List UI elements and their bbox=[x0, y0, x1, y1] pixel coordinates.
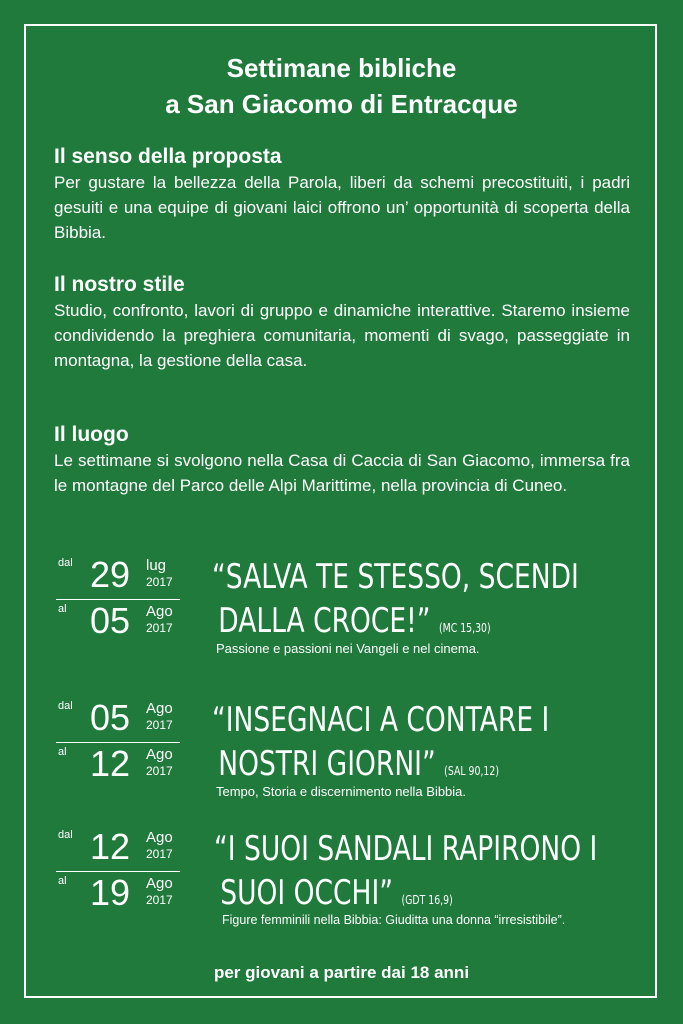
date-to bbox=[56, 601, 180, 645]
section-proposal bbox=[54, 144, 630, 245]
date-year: 2017 bbox=[146, 764, 173, 778]
section-style bbox=[54, 272, 630, 373]
title-line-2: a San Giacomo di Entracque bbox=[165, 89, 518, 119]
section-text: Studio, confronto, lavori di gruppo e dinamiche interattive. Staremo insieme condividendo la preghiera comunitaria, momenti di svago, passeggiate in montagna, la gestione della casa. bbox=[54, 301, 630, 370]
footer-note: per giovani a partire dai 18 anni bbox=[213, 963, 470, 982]
quote-line-1: “INSEGNACI A CONTARE I bbox=[212, 700, 550, 740]
quote-text: DALLA CROCE!” bbox=[218, 601, 431, 641]
date-month: Ago bbox=[146, 746, 173, 763]
event-week-3 bbox=[0, 827, 683, 947]
event-week-2 bbox=[0, 698, 683, 818]
date-to bbox=[56, 873, 180, 917]
date-year: 2017 bbox=[146, 847, 173, 861]
event-quote bbox=[214, 827, 598, 922]
event-week-1 bbox=[0, 555, 683, 675]
quote-reference: (GDT 16,9) bbox=[401, 893, 453, 907]
section-heading: Il luogo bbox=[54, 423, 129, 446]
event-subtitle: Figure femminili nella Bibbia: Giuditta una donna “irresistibile”. bbox=[222, 913, 566, 927]
event-subtitle: Tempo, Storia e discernimento nella Bibbia. bbox=[216, 784, 467, 799]
date-month: Ago bbox=[146, 829, 173, 846]
quote-line-1: “SALVA TE STESSO, SCENDI bbox=[212, 557, 579, 597]
section-place bbox=[54, 422, 630, 498]
quote-text: NOSTRI GIORNI” bbox=[218, 744, 436, 784]
date-day: 12 bbox=[90, 826, 131, 867]
quote-text: SUOI OCCHI” bbox=[220, 873, 394, 913]
date-label: dal bbox=[58, 829, 73, 841]
section-heading: Il nostro stile bbox=[54, 273, 185, 296]
date-month: Ago bbox=[146, 603, 173, 620]
section-heading: Il senso della proposta bbox=[54, 145, 282, 168]
event-quote bbox=[212, 698, 563, 793]
title-line-1: Settimane bibliche bbox=[226, 53, 457, 83]
date-day: 29 bbox=[90, 554, 131, 595]
date-day: 05 bbox=[90, 697, 131, 738]
date-month: Ago bbox=[146, 875, 173, 892]
date-day: 19 bbox=[90, 872, 131, 913]
date-label: dal bbox=[58, 700, 73, 712]
date-from bbox=[56, 698, 180, 743]
quote-reference: (MC 15,30) bbox=[438, 621, 491, 635]
date-year: 2017 bbox=[146, 621, 173, 635]
quote-line-1: “I SUOI SANDALI RAPIRONO I bbox=[214, 829, 598, 869]
date-month: Ago bbox=[146, 700, 173, 717]
date-label: al bbox=[58, 875, 67, 887]
date-from bbox=[56, 827, 180, 872]
event-quote bbox=[212, 555, 579, 650]
date-day: 12 bbox=[90, 743, 131, 784]
date-label: al bbox=[58, 746, 67, 758]
date-year: 2017 bbox=[146, 718, 173, 732]
date-year: 2017 bbox=[146, 893, 173, 907]
page-title bbox=[0, 50, 683, 122]
date-month: lug bbox=[146, 557, 167, 574]
section-text: Le settimane si svolgono nella Casa di Caccia di San Giacomo, immersa fra le montagne del Parco delle Alpi Marittime, nella provincia di Cuneo. bbox=[54, 451, 630, 495]
date-label: al bbox=[58, 603, 67, 615]
date-label: dal bbox=[58, 557, 73, 569]
date-day: 05 bbox=[90, 600, 131, 641]
event-subtitle: Passione e passioni nei Vangeli e nel cinema. bbox=[216, 641, 480, 656]
date-to bbox=[56, 744, 180, 788]
quote-reference: (SAL 90,12) bbox=[444, 764, 499, 778]
date-from bbox=[56, 555, 180, 600]
date-year: 2017 bbox=[146, 575, 173, 589]
section-text: Per gustare la bellezza della Parola, liberi da schemi precostituiti, i padri gesuiti e una equipe di giovani laici offrono un’ opportunità di scoperta della Bibbia. bbox=[54, 173, 630, 242]
